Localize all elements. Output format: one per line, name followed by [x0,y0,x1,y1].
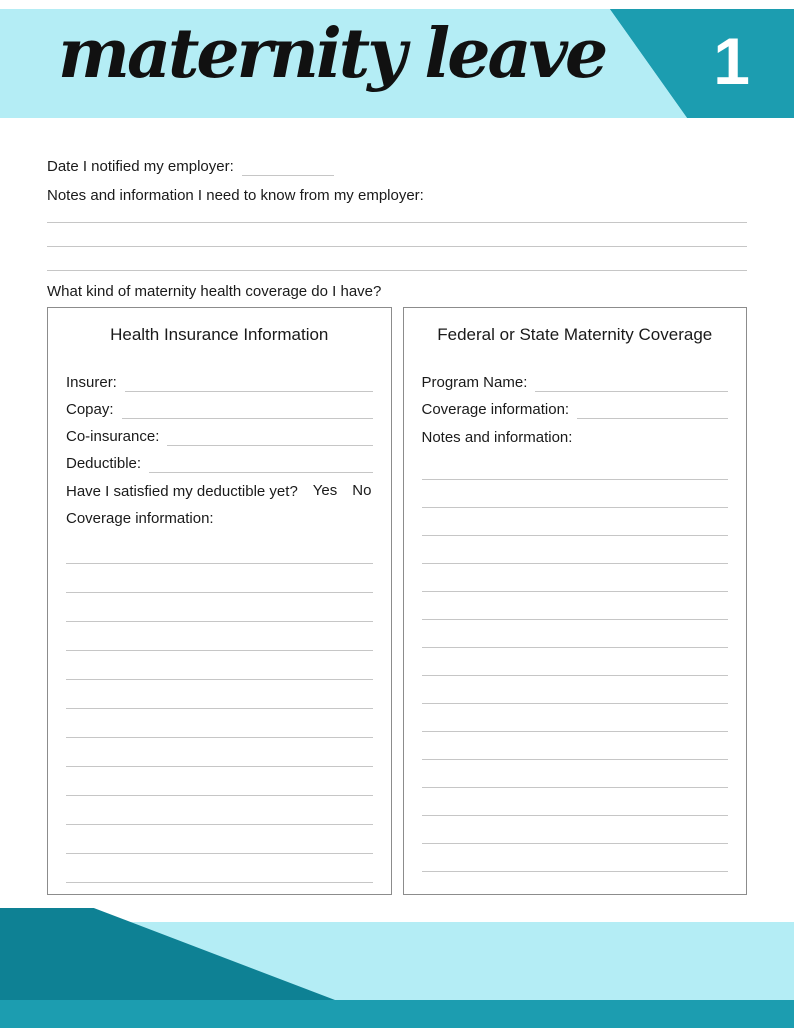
field-deductible [66,446,373,473]
coverage-boxes [47,307,747,895]
option-no: No [352,482,372,499]
field-label: Deductible: [66,455,142,472]
ruled-line [66,593,373,622]
ruled-line [66,564,373,593]
notes-info-lines [422,452,729,872]
write-line [535,375,728,392]
coverage-question: What kind of maternity health coverage do I have? [47,283,382,300]
ruled-line [66,709,373,738]
ruled-line [422,592,729,620]
date-notified-row [47,158,747,176]
field-insurer [66,365,373,392]
ruled-line [47,247,747,271]
write-line [122,402,373,419]
field-coinsurance [66,419,373,446]
ruled-line [47,223,747,247]
ruled-line [422,704,729,732]
field-label: Coverage information: [421,401,570,418]
write-line [149,456,372,473]
ruled-line [422,648,729,676]
field-coverage-information [422,392,729,419]
ruled-line [422,676,729,704]
page-number: 1 [713,24,750,98]
employer-notes-label: Notes and information I need to know from my employer: [47,187,424,204]
ruled-line [66,738,373,767]
ruled-line [422,732,729,760]
federal-state-fields [422,365,729,446]
field-label: Copay: [66,401,114,418]
page-title: maternity leave [58,14,606,94]
deductible-question-label: Have I satisfied my deductible yet? [66,483,298,500]
write-line [167,429,372,446]
ruled-line [422,816,729,844]
field-label: Program Name: [421,374,528,391]
ruled-line [422,788,729,816]
field-copay [66,392,373,419]
field-label: Co-insurance: [66,428,160,445]
ruled-line [66,854,373,883]
write-line [577,402,728,419]
health-insurance-title: Health Insurance Information [110,325,329,344]
write-line [125,375,373,392]
ruled-line [422,480,729,508]
field-label: Insurer: [66,374,117,391]
ruled-line [66,622,373,651]
ruled-line [422,564,729,592]
deductible-question-row [66,473,373,500]
ruled-line [422,536,729,564]
employer-notes-lines [47,200,747,271]
ruled-line [47,200,747,223]
notes-info-label: Notes and information: [421,429,573,446]
ruled-line [422,760,729,788]
footer-teal-band [0,1000,794,1028]
ruled-line [422,508,729,536]
ruled-line [66,651,373,680]
ruled-line [422,844,729,872]
option-yes: Yes [312,482,338,499]
date-notified-label: Date I notified my employer: [47,158,234,175]
federal-state-title: Federal or State Maternity Coverage [437,325,713,344]
ruled-line [66,535,373,564]
ruled-line [66,680,373,709]
date-write-line [242,160,334,176]
notes-info-label-row [422,419,729,446]
ruled-line [66,767,373,796]
coverage-info-lines [66,535,373,883]
coverage-info-label: Coverage information: [66,510,214,527]
coverage-info-label-row [66,500,373,527]
health-insurance-box [47,307,392,895]
ruled-line [422,452,729,480]
ruled-line [66,796,373,825]
ruled-line [66,825,373,854]
field-program-name [422,365,729,392]
ruled-line [422,620,729,648]
health-insurance-fields [66,365,373,527]
federal-state-box [403,307,748,895]
